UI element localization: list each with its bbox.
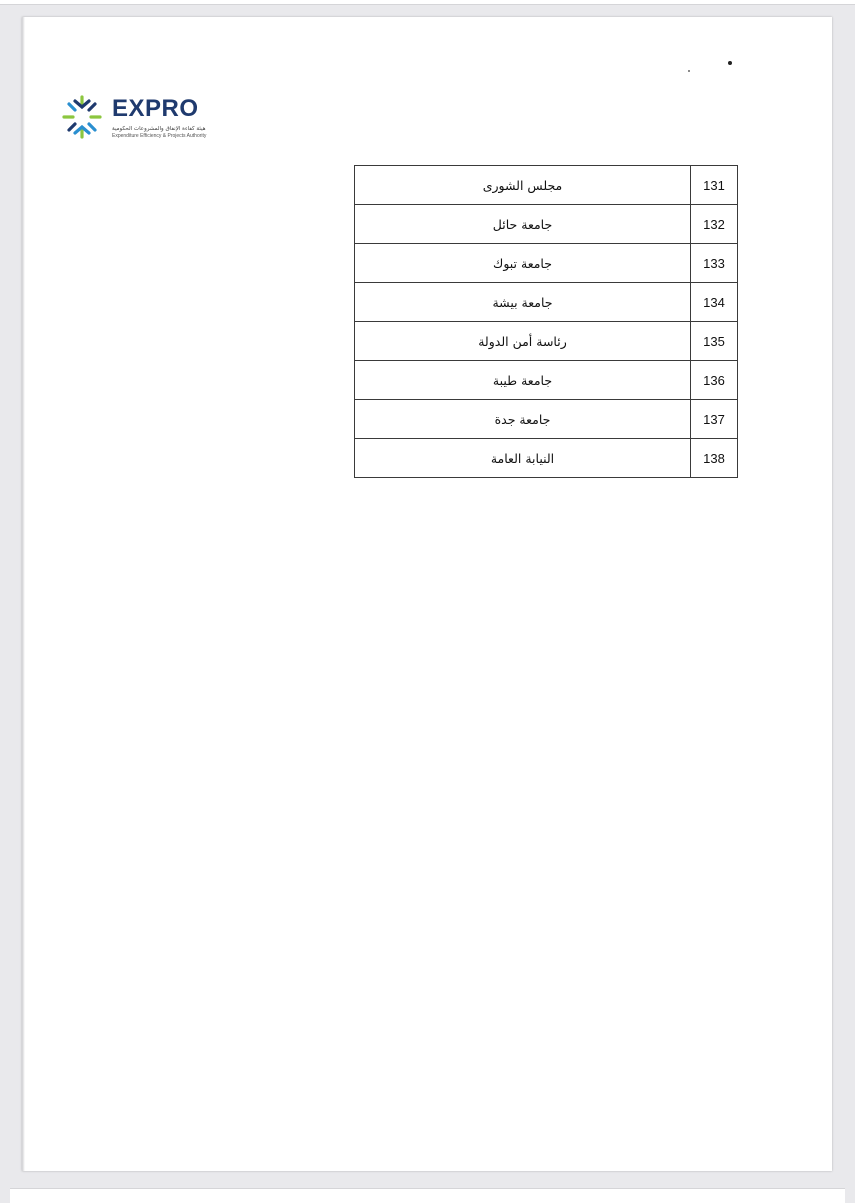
row-number: 135 — [691, 322, 738, 361]
row-number: 138 — [691, 439, 738, 478]
entity-name: النيابة العامة — [355, 439, 691, 478]
row-number: 133 — [691, 244, 738, 283]
row-number: 132 — [691, 205, 738, 244]
row-number: 136 — [691, 361, 738, 400]
logo-arabic-subtitle: هيئة كفاءة الإنفاق والمشروعات الحكومية — [112, 126, 206, 132]
entity-name: رئاسة أمن الدولة — [355, 322, 691, 361]
entities-table — [354, 165, 738, 478]
expro-logo — [60, 93, 220, 143]
entity-name: مجلس الشورى — [355, 166, 691, 205]
row-number: 137 — [691, 400, 738, 439]
entity-name: جامعة تبوك — [355, 244, 691, 283]
table-row — [355, 400, 738, 439]
logo-english-subtitle: Expenditure Efficiency & Projects Authority — [112, 133, 207, 139]
table-row — [355, 205, 738, 244]
table-row — [355, 283, 738, 322]
previous-page-edge — [0, 0, 855, 5]
row-number: 131 — [691, 166, 738, 205]
page-shadow — [22, 17, 25, 1171]
next-page-edge — [10, 1188, 845, 1203]
expro-logo-icon — [60, 95, 104, 139]
row-number: 134 — [691, 283, 738, 322]
entity-name: جامعة حائل — [355, 205, 691, 244]
table-row — [355, 244, 738, 283]
entity-name: جامعة جدة — [355, 400, 691, 439]
table-row — [355, 361, 738, 400]
scan-speck — [688, 70, 690, 72]
entity-name: جامعة بيشة — [355, 283, 691, 322]
table-row — [355, 439, 738, 478]
entity-name: جامعة طيبة — [355, 361, 691, 400]
table-row — [355, 166, 738, 205]
scan-speck — [728, 61, 732, 65]
table-row — [355, 322, 738, 361]
logo-wordmark: EXPRO — [112, 95, 199, 122]
document-page — [22, 17, 832, 1171]
